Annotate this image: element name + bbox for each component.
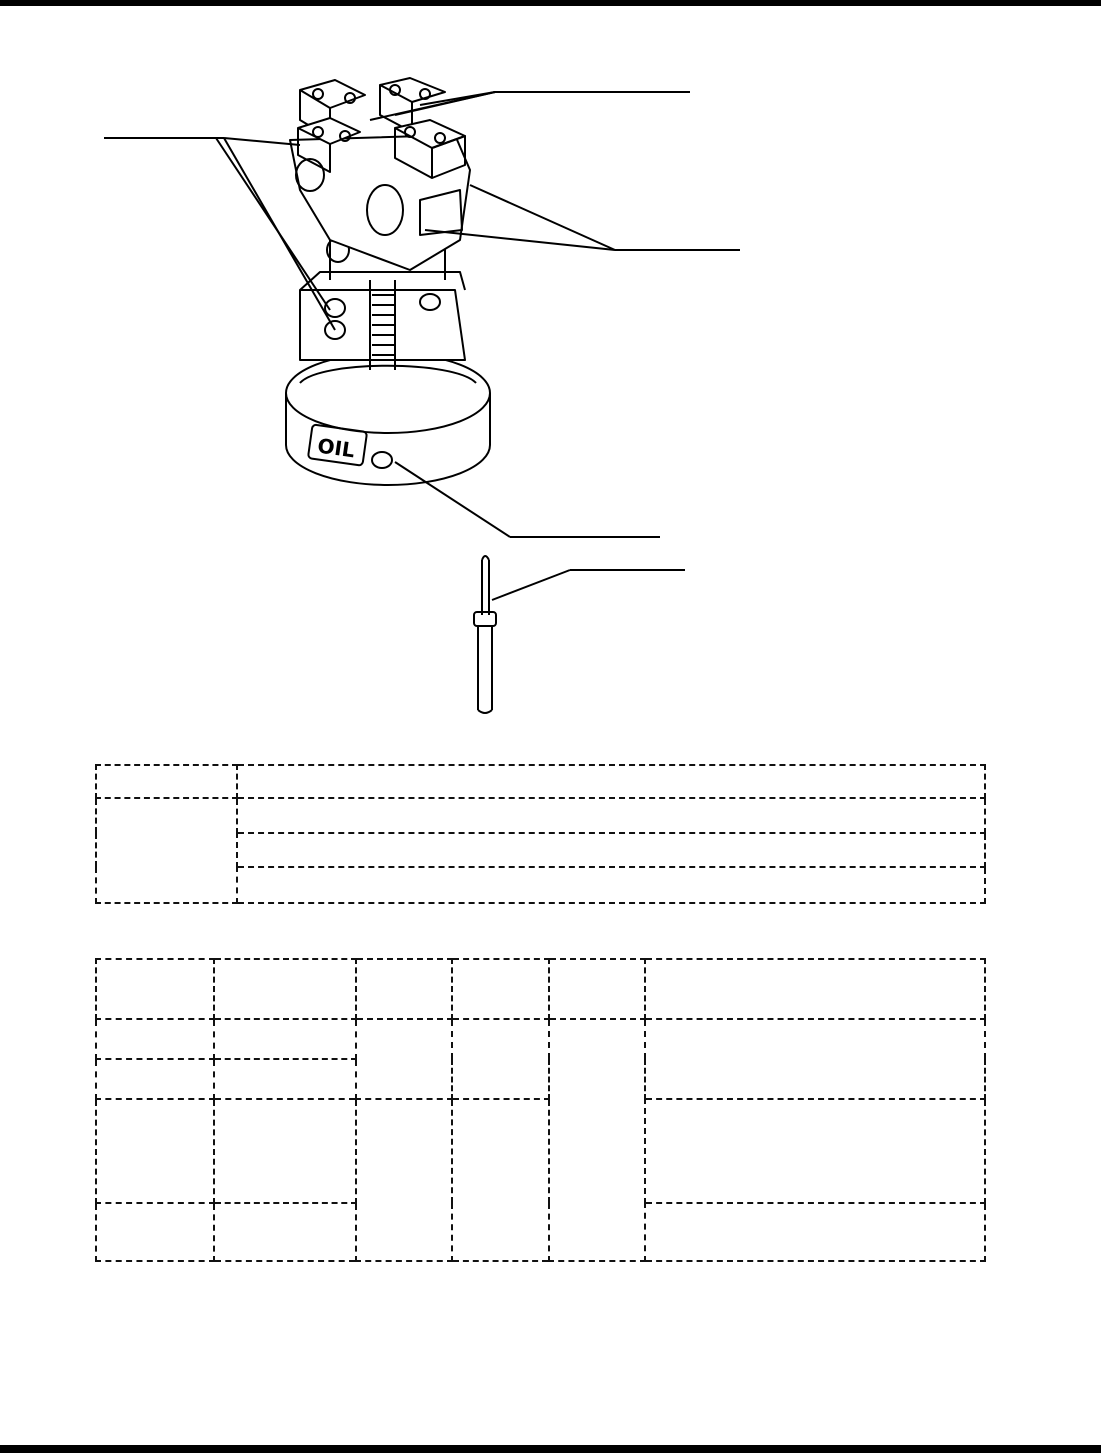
table-cell xyxy=(237,798,985,833)
table-cell xyxy=(237,867,985,903)
table-header-cell xyxy=(96,959,214,1019)
table-cell xyxy=(96,798,237,903)
table-cell xyxy=(214,1059,356,1099)
table-cell xyxy=(96,765,237,798)
table-cell xyxy=(549,1019,645,1261)
table-cell xyxy=(214,1019,356,1059)
upper-head xyxy=(290,135,470,270)
spec-table-1 xyxy=(95,764,986,904)
oil-label: OIL xyxy=(316,433,357,463)
table-cell xyxy=(645,1019,985,1099)
table-header-cell xyxy=(214,959,356,1019)
table-header-cell xyxy=(645,959,985,1019)
table-row xyxy=(96,798,985,833)
table-row xyxy=(96,765,985,798)
lower-block xyxy=(300,272,465,370)
table-cell xyxy=(645,1099,985,1203)
table-row xyxy=(96,1019,985,1059)
table-cell xyxy=(237,765,985,798)
table-cell xyxy=(452,1019,549,1099)
table-cell xyxy=(452,1099,549,1261)
assembly-illustration xyxy=(0,40,1101,730)
table-cell xyxy=(96,1099,214,1203)
table-cell xyxy=(214,1203,356,1261)
table-header-row xyxy=(96,959,985,1019)
table-header-cell xyxy=(452,959,549,1019)
rod-part xyxy=(474,556,496,713)
table-cell xyxy=(237,833,985,867)
base-housing xyxy=(286,353,490,485)
table-cell xyxy=(645,1203,985,1261)
table-cell xyxy=(96,1059,214,1099)
table-cell xyxy=(356,1019,452,1099)
table-cell xyxy=(214,1099,356,1203)
bottom-rule xyxy=(0,1445,1101,1453)
table-cell xyxy=(96,1203,214,1261)
top-rule xyxy=(0,0,1101,6)
table-row xyxy=(96,1099,985,1203)
spec-table-2 xyxy=(95,958,986,1262)
oil-port-icon xyxy=(372,452,392,468)
table-cell xyxy=(356,1099,452,1261)
table-header-cell xyxy=(356,959,452,1019)
table-cell xyxy=(96,1019,214,1059)
table-header-cell xyxy=(549,959,645,1019)
